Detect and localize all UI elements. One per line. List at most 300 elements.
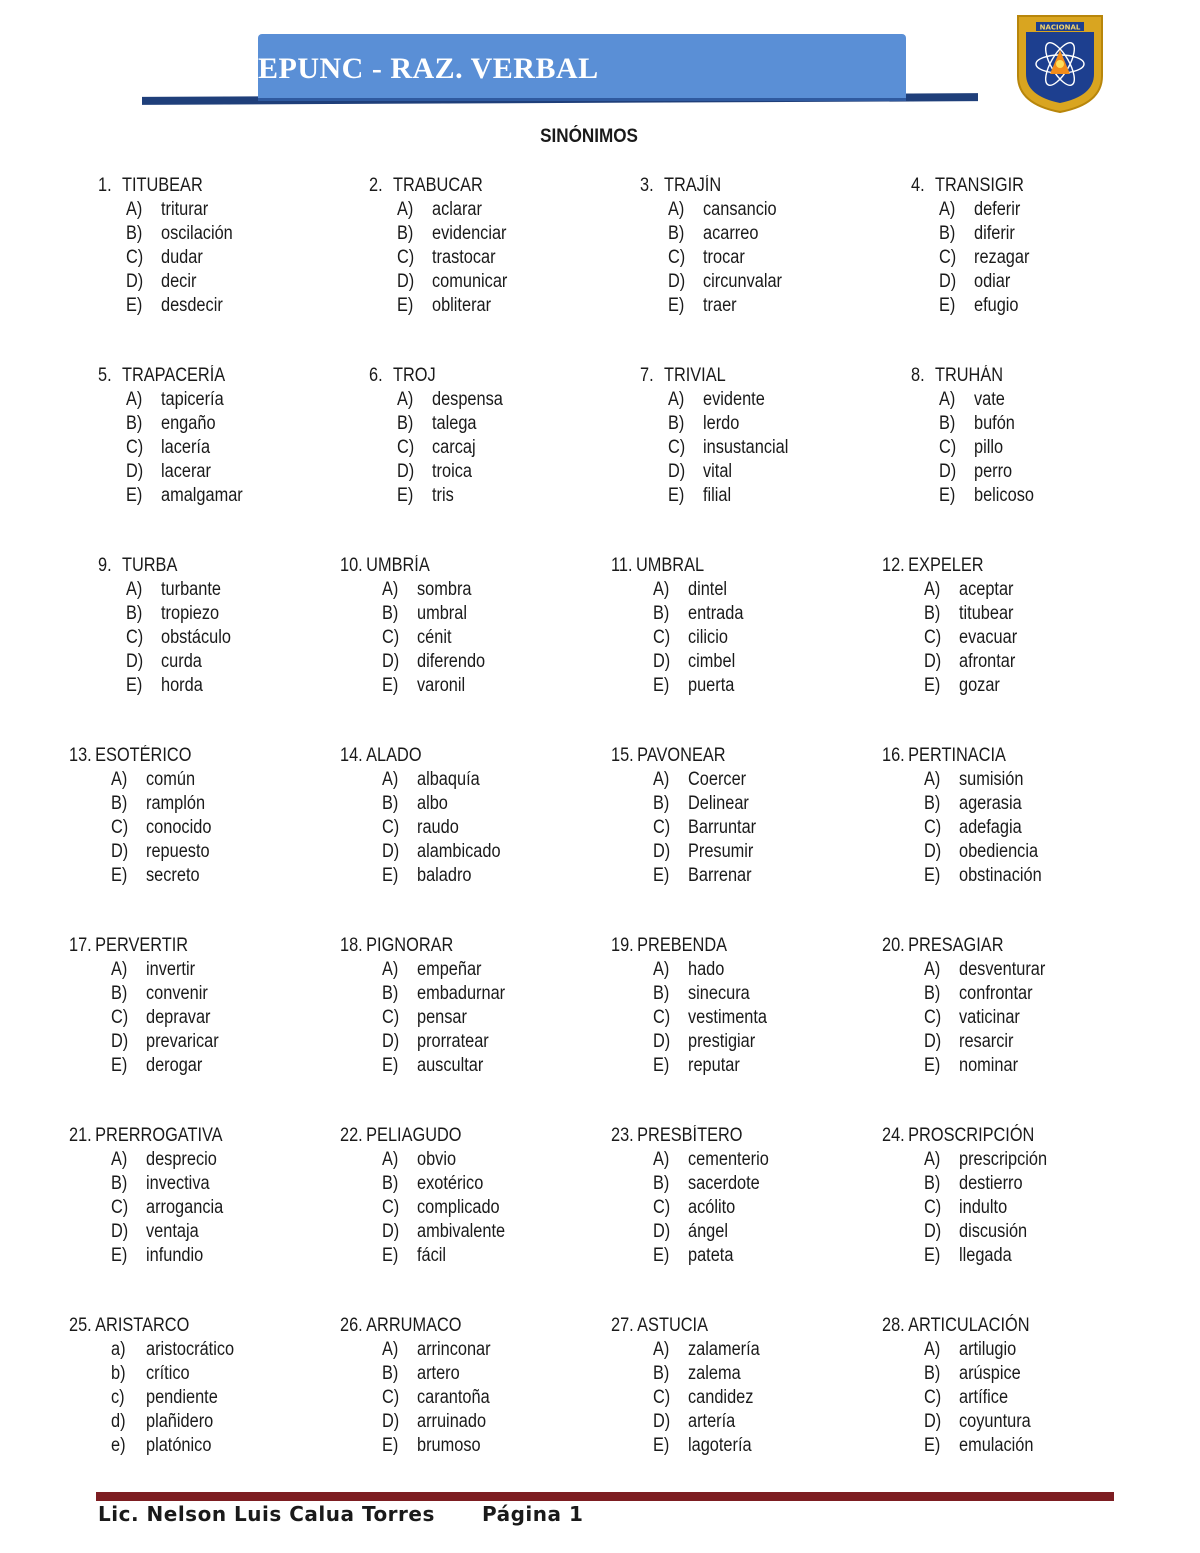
answer-option[interactable] xyxy=(653,1006,861,1030)
answer-option[interactable] xyxy=(382,674,590,698)
answer-option[interactable] xyxy=(924,1030,1132,1054)
question-word: PAVONEAR xyxy=(637,745,726,766)
option-text: conocido xyxy=(146,817,212,838)
answer-option[interactable] xyxy=(924,1148,1132,1172)
option-letter: C) xyxy=(653,1387,671,1408)
option-letter: E) xyxy=(126,675,143,696)
answer-option[interactable] xyxy=(653,768,861,792)
option-text: deferir xyxy=(974,199,1021,220)
option-text: invectiva xyxy=(146,1173,210,1194)
option-letter: d) xyxy=(111,1411,126,1432)
option-letter: E) xyxy=(382,1435,399,1456)
answer-option[interactable] xyxy=(939,436,1161,460)
answer-option[interactable] xyxy=(111,840,319,864)
answer-option[interactable] xyxy=(111,1172,319,1196)
question-word: ARTICULACIÓN xyxy=(908,1315,1030,1336)
answer-option[interactable] xyxy=(924,958,1132,982)
option-letter: D) xyxy=(126,651,144,672)
option-text: vate xyxy=(974,389,1005,410)
answer-option[interactable] xyxy=(653,1172,861,1196)
answer-option[interactable] xyxy=(111,1220,319,1244)
answer-option[interactable] xyxy=(111,982,319,1006)
answer-option[interactable] xyxy=(939,460,1161,484)
answer-option[interactable] xyxy=(382,768,590,792)
option-text: arrogancia xyxy=(146,1197,224,1218)
option-text: reputar xyxy=(688,1055,740,1076)
option-letter: D) xyxy=(653,1031,671,1052)
answer-option[interactable] xyxy=(126,270,348,294)
answer-option[interactable] xyxy=(382,1148,590,1172)
question-word: UMBRÍA xyxy=(366,555,430,576)
option-letter: E) xyxy=(924,1245,941,1266)
question-item xyxy=(369,364,619,508)
option-text: cilicio xyxy=(688,627,728,648)
option-letter: B) xyxy=(382,983,399,1004)
option-letter: E) xyxy=(653,1245,670,1266)
option-letter: C) xyxy=(382,1197,400,1218)
option-letter: D) xyxy=(653,651,671,672)
answer-option[interactable] xyxy=(653,840,861,864)
answer-option[interactable] xyxy=(126,198,348,222)
answer-option[interactable] xyxy=(653,1338,861,1362)
option-text: ventaja xyxy=(146,1221,199,1242)
answer-option[interactable] xyxy=(382,982,590,1006)
answer-option[interactable] xyxy=(653,1386,861,1410)
option-letter: C) xyxy=(111,1197,129,1218)
answer-option[interactable] xyxy=(653,1030,861,1054)
option-letter: C) xyxy=(126,247,144,268)
option-text: auscultar xyxy=(417,1055,484,1076)
answer-option[interactable] xyxy=(939,484,1161,508)
question-number: 25. xyxy=(69,1315,92,1336)
answer-option[interactable] xyxy=(126,388,348,412)
answer-option[interactable] xyxy=(397,294,619,318)
option-text: baladro xyxy=(417,865,472,886)
option-text: belicoso xyxy=(974,485,1034,506)
answer-option[interactable] xyxy=(653,578,861,602)
answer-option[interactable] xyxy=(939,222,1161,246)
answer-option[interactable] xyxy=(397,484,619,508)
answer-option[interactable] xyxy=(924,674,1132,698)
answer-option[interactable] xyxy=(111,1386,319,1410)
option-letter: B) xyxy=(382,1363,399,1384)
answer-option[interactable] xyxy=(653,1054,861,1078)
option-text: alambicado xyxy=(417,841,501,862)
answer-option[interactable] xyxy=(382,1030,590,1054)
answer-option[interactable] xyxy=(939,246,1161,270)
answer-option[interactable] xyxy=(653,650,861,674)
option-letter: D) xyxy=(382,1221,400,1242)
answer-option[interactable] xyxy=(382,1006,590,1030)
answer-option[interactable] xyxy=(924,626,1132,650)
answer-option[interactable] xyxy=(939,270,1161,294)
option-text: hado xyxy=(688,959,725,980)
answer-option[interactable] xyxy=(668,412,890,436)
answer-option[interactable] xyxy=(653,1148,861,1172)
answer-option[interactable] xyxy=(111,816,319,840)
answer-option[interactable] xyxy=(653,816,861,840)
question-header xyxy=(98,174,313,198)
question-number: 12. xyxy=(882,555,905,576)
answer-option[interactable] xyxy=(668,270,890,294)
answer-option[interactable] xyxy=(126,222,348,246)
question-word: PERVERTIR xyxy=(95,935,189,956)
answer-option[interactable] xyxy=(924,982,1132,1006)
answer-option[interactable] xyxy=(382,1220,590,1244)
option-letter: C) xyxy=(668,437,686,458)
option-letter: E) xyxy=(111,1055,128,1076)
answer-option[interactable] xyxy=(653,1196,861,1220)
answer-option[interactable] xyxy=(397,246,619,270)
answer-option[interactable] xyxy=(111,1030,319,1054)
answer-option[interactable] xyxy=(668,222,890,246)
answer-option[interactable] xyxy=(653,1362,861,1386)
answer-option[interactable] xyxy=(111,1338,319,1362)
option-text: infundio xyxy=(146,1245,204,1266)
answer-option[interactable] xyxy=(382,1338,590,1362)
option-letter: D) xyxy=(924,1221,942,1242)
university-seal-icon xyxy=(1016,14,1104,114)
answer-option[interactable] xyxy=(668,388,890,412)
answer-option[interactable] xyxy=(653,1244,861,1268)
answer-option[interactable] xyxy=(382,958,590,982)
option-letter: E) xyxy=(126,485,143,506)
question-header xyxy=(611,554,826,578)
option-text: artilugio xyxy=(959,1339,1017,1360)
answer-option[interactable] xyxy=(126,484,348,508)
answer-option[interactable] xyxy=(111,1362,319,1386)
option-letter: C) xyxy=(397,247,415,268)
question-word: PRERROGATIVA xyxy=(95,1125,223,1146)
answer-option[interactable] xyxy=(924,1386,1132,1410)
option-text: acarreo xyxy=(703,223,759,244)
answer-option[interactable] xyxy=(382,1244,590,1268)
option-text: desprecio xyxy=(146,1149,217,1170)
answer-option[interactable] xyxy=(111,1434,319,1458)
answer-option[interactable] xyxy=(924,1196,1132,1220)
answer-option[interactable] xyxy=(939,412,1161,436)
answer-option[interactable] xyxy=(924,1172,1132,1196)
option-text: trocar xyxy=(703,247,745,268)
answer-option[interactable] xyxy=(653,674,861,698)
answer-option[interactable] xyxy=(397,436,619,460)
option-text: dintel xyxy=(688,579,728,600)
question-word: TRIVIAL xyxy=(663,365,726,386)
option-letter: E) xyxy=(382,1245,399,1266)
answer-option[interactable] xyxy=(382,1172,590,1196)
answer-option[interactable] xyxy=(668,460,890,484)
option-text: prevaricar xyxy=(146,1031,219,1052)
option-letter: A) xyxy=(382,959,399,980)
option-text: acólito xyxy=(688,1197,736,1218)
question-item xyxy=(340,1314,590,1458)
option-letter: C) xyxy=(111,1007,129,1028)
option-letter: B) xyxy=(397,413,414,434)
option-letter: E) xyxy=(668,485,685,506)
option-text: diferir xyxy=(974,223,1015,244)
answer-option[interactable] xyxy=(126,436,348,460)
option-letter: D) xyxy=(111,841,129,862)
answer-option[interactable] xyxy=(111,1006,319,1030)
option-letter: A) xyxy=(939,199,956,220)
answer-option[interactable] xyxy=(126,460,348,484)
answer-option[interactable] xyxy=(668,294,890,318)
answer-option[interactable] xyxy=(924,1410,1132,1434)
option-letter: E) xyxy=(653,1055,670,1076)
question-word: TROJ xyxy=(392,365,436,386)
question-word: ARISTARCO xyxy=(95,1315,190,1336)
option-letter: B) xyxy=(126,413,143,434)
answer-option[interactable] xyxy=(924,1434,1132,1458)
option-text: fácil xyxy=(417,1245,447,1266)
answer-option[interactable] xyxy=(653,1410,861,1434)
option-text: resarcir xyxy=(959,1031,1014,1052)
answer-option[interactable] xyxy=(126,650,348,674)
option-text: lacería xyxy=(161,437,211,458)
option-text: triturar xyxy=(161,199,209,220)
answer-option[interactable] xyxy=(126,626,348,650)
option-text: sinecura xyxy=(688,983,750,1004)
option-text: aclarar xyxy=(432,199,482,220)
option-text: arúspice xyxy=(959,1363,1021,1384)
answer-option[interactable] xyxy=(653,626,861,650)
answer-option[interactable] xyxy=(397,270,619,294)
question-number: 4. xyxy=(911,175,925,196)
question-number: 14. xyxy=(340,745,363,766)
question-item xyxy=(69,1124,319,1268)
answer-option[interactable] xyxy=(668,484,890,508)
answer-option[interactable] xyxy=(382,1386,590,1410)
option-text: tropiezo xyxy=(161,603,220,624)
answer-option[interactable] xyxy=(382,1434,590,1458)
answer-option[interactable] xyxy=(111,1410,319,1434)
question-header xyxy=(69,1314,284,1338)
option-letter: A) xyxy=(653,1339,670,1360)
question-number: 26. xyxy=(340,1315,363,1336)
answer-option[interactable] xyxy=(111,958,319,982)
option-letter: B) xyxy=(126,223,143,244)
question-number: 20. xyxy=(882,935,905,956)
answer-option[interactable] xyxy=(668,246,890,270)
option-letter: D) xyxy=(382,651,400,672)
option-text: perro xyxy=(974,461,1013,482)
option-letter: E) xyxy=(653,1435,670,1456)
option-letter: A) xyxy=(126,579,143,600)
option-text: bufón xyxy=(974,413,1015,434)
option-text: circunvalar xyxy=(703,271,783,292)
answer-option[interactable] xyxy=(924,1006,1132,1030)
question-header xyxy=(640,174,855,198)
answer-option[interactable] xyxy=(111,1196,319,1220)
footer-author: Lic. Nelson Luis Calua Torres xyxy=(98,1502,435,1526)
question-word: UMBRAL xyxy=(635,555,705,576)
option-text: arrinconar xyxy=(417,1339,491,1360)
answer-option[interactable] xyxy=(111,768,319,792)
option-letter: E) xyxy=(668,295,685,316)
option-letter: A) xyxy=(653,579,670,600)
answer-option[interactable] xyxy=(382,816,590,840)
option-text: cementerio xyxy=(688,1149,769,1170)
option-text: común xyxy=(146,769,196,790)
answer-option[interactable] xyxy=(668,198,890,222)
option-text: despensa xyxy=(432,389,503,410)
answer-option[interactable] xyxy=(126,674,348,698)
answer-option[interactable] xyxy=(924,768,1132,792)
answer-option[interactable] xyxy=(924,792,1132,816)
option-text: efugio xyxy=(974,295,1019,316)
answer-option[interactable] xyxy=(382,1196,590,1220)
answer-option[interactable] xyxy=(111,1148,319,1172)
answer-option[interactable] xyxy=(397,412,619,436)
answer-option[interactable] xyxy=(924,1220,1132,1244)
option-letter: D) xyxy=(653,841,671,862)
answer-option[interactable] xyxy=(382,1054,590,1078)
answer-option[interactable] xyxy=(382,864,590,888)
question-header xyxy=(882,1314,1097,1338)
option-text: albo xyxy=(417,793,448,814)
question-word: TRABUCAR xyxy=(392,175,483,196)
option-letter: D) xyxy=(939,461,957,482)
option-letter: E) xyxy=(924,675,941,696)
answer-option[interactable] xyxy=(939,388,1161,412)
question-word: TRANSIGIR xyxy=(934,175,1024,196)
question-item xyxy=(611,1124,861,1268)
option-letter: C) xyxy=(382,627,400,648)
option-text: complicado xyxy=(417,1197,500,1218)
answer-option[interactable] xyxy=(653,1434,861,1458)
answer-option[interactable] xyxy=(111,864,319,888)
answer-option[interactable] xyxy=(653,602,861,626)
question-item xyxy=(611,934,861,1078)
answer-option[interactable] xyxy=(382,792,590,816)
answer-option[interactable] xyxy=(382,578,590,602)
option-letter: B) xyxy=(126,603,143,624)
answer-option[interactable] xyxy=(653,958,861,982)
option-letter: C) xyxy=(397,437,415,458)
option-text: depravar xyxy=(146,1007,211,1028)
option-text: artero xyxy=(417,1363,460,1384)
option-text: carcaj xyxy=(432,437,476,458)
option-letter: C) xyxy=(382,1007,400,1028)
answer-option[interactable] xyxy=(397,460,619,484)
answer-option[interactable] xyxy=(111,1054,319,1078)
question-header xyxy=(69,934,284,958)
question-item xyxy=(640,174,890,318)
option-letter: E) xyxy=(397,485,414,506)
answer-option[interactable] xyxy=(653,864,861,888)
answer-option[interactable] xyxy=(126,602,348,626)
answer-option[interactable] xyxy=(397,222,619,246)
option-text: cénit xyxy=(417,627,452,648)
option-text: emulación xyxy=(959,1435,1034,1456)
option-text: turbante xyxy=(161,579,221,600)
option-text: ángel xyxy=(688,1221,728,1242)
answer-option[interactable] xyxy=(382,650,590,674)
answer-option[interactable] xyxy=(924,1244,1132,1268)
question-header xyxy=(369,364,584,388)
answer-option[interactable] xyxy=(924,578,1132,602)
answer-option[interactable] xyxy=(382,602,590,626)
option-letter: C) xyxy=(126,437,144,458)
option-letter: A) xyxy=(653,1149,670,1170)
question-item xyxy=(98,554,348,698)
answer-option[interactable] xyxy=(397,388,619,412)
option-text: zalamería xyxy=(688,1339,760,1360)
option-text: umbral xyxy=(417,603,467,624)
option-letter: A) xyxy=(668,199,685,220)
option-text: obstinación xyxy=(959,865,1042,886)
answer-option[interactable] xyxy=(653,1220,861,1244)
answer-option[interactable] xyxy=(397,198,619,222)
question-item xyxy=(340,744,590,888)
option-letter: C) xyxy=(653,1197,671,1218)
answer-option[interactable] xyxy=(924,650,1132,674)
option-letter: A) xyxy=(924,959,941,980)
option-letter: C) xyxy=(126,627,144,648)
option-letter: e) xyxy=(111,1435,126,1456)
answer-option[interactable] xyxy=(382,1410,590,1434)
option-letter: B) xyxy=(924,793,941,814)
question-number: 22. xyxy=(340,1125,363,1146)
option-text: entrada xyxy=(688,603,744,624)
answer-option[interactable] xyxy=(653,792,861,816)
option-letter: E) xyxy=(126,295,143,316)
question-header xyxy=(640,364,855,388)
answer-option[interactable] xyxy=(924,602,1132,626)
option-text: vaticinar xyxy=(959,1007,1020,1028)
question-header xyxy=(69,1124,284,1148)
answer-option[interactable] xyxy=(939,294,1161,318)
option-letter: E) xyxy=(397,295,414,316)
option-letter: C) xyxy=(924,817,942,838)
question-number: 9. xyxy=(98,555,112,576)
answer-option[interactable] xyxy=(924,864,1132,888)
option-text: troica xyxy=(432,461,472,482)
answer-option[interactable] xyxy=(126,412,348,436)
option-letter: D) xyxy=(126,271,144,292)
option-text: Barrenar xyxy=(688,865,752,886)
answer-option[interactable] xyxy=(668,436,890,460)
answer-option[interactable] xyxy=(924,816,1132,840)
answer-option[interactable] xyxy=(924,840,1132,864)
option-text: repuesto xyxy=(146,841,210,862)
option-text: dudar xyxy=(161,247,203,268)
answer-option[interactable] xyxy=(126,578,348,602)
option-letter: D) xyxy=(924,1031,942,1052)
answer-option[interactable] xyxy=(924,1338,1132,1362)
answer-option[interactable] xyxy=(126,294,348,318)
answer-option[interactable] xyxy=(382,626,590,650)
option-text: evidenciar xyxy=(432,223,507,244)
option-letter: B) xyxy=(924,983,941,1004)
answer-option[interactable] xyxy=(653,982,861,1006)
option-letter: B) xyxy=(939,413,956,434)
answer-option[interactable] xyxy=(924,1362,1132,1386)
answer-option[interactable] xyxy=(111,1244,319,1268)
answer-option[interactable] xyxy=(382,1362,590,1386)
answer-option[interactable] xyxy=(111,792,319,816)
answer-option[interactable] xyxy=(939,198,1161,222)
option-text: cansancio xyxy=(703,199,777,220)
answer-option[interactable] xyxy=(924,1054,1132,1078)
question-header xyxy=(611,1124,826,1148)
option-letter: a) xyxy=(111,1339,126,1360)
answer-option[interactable] xyxy=(382,840,590,864)
answer-option[interactable] xyxy=(126,246,348,270)
option-text: plañidero xyxy=(146,1411,214,1432)
option-letter: C) xyxy=(924,627,942,648)
option-letter: A) xyxy=(126,389,143,410)
